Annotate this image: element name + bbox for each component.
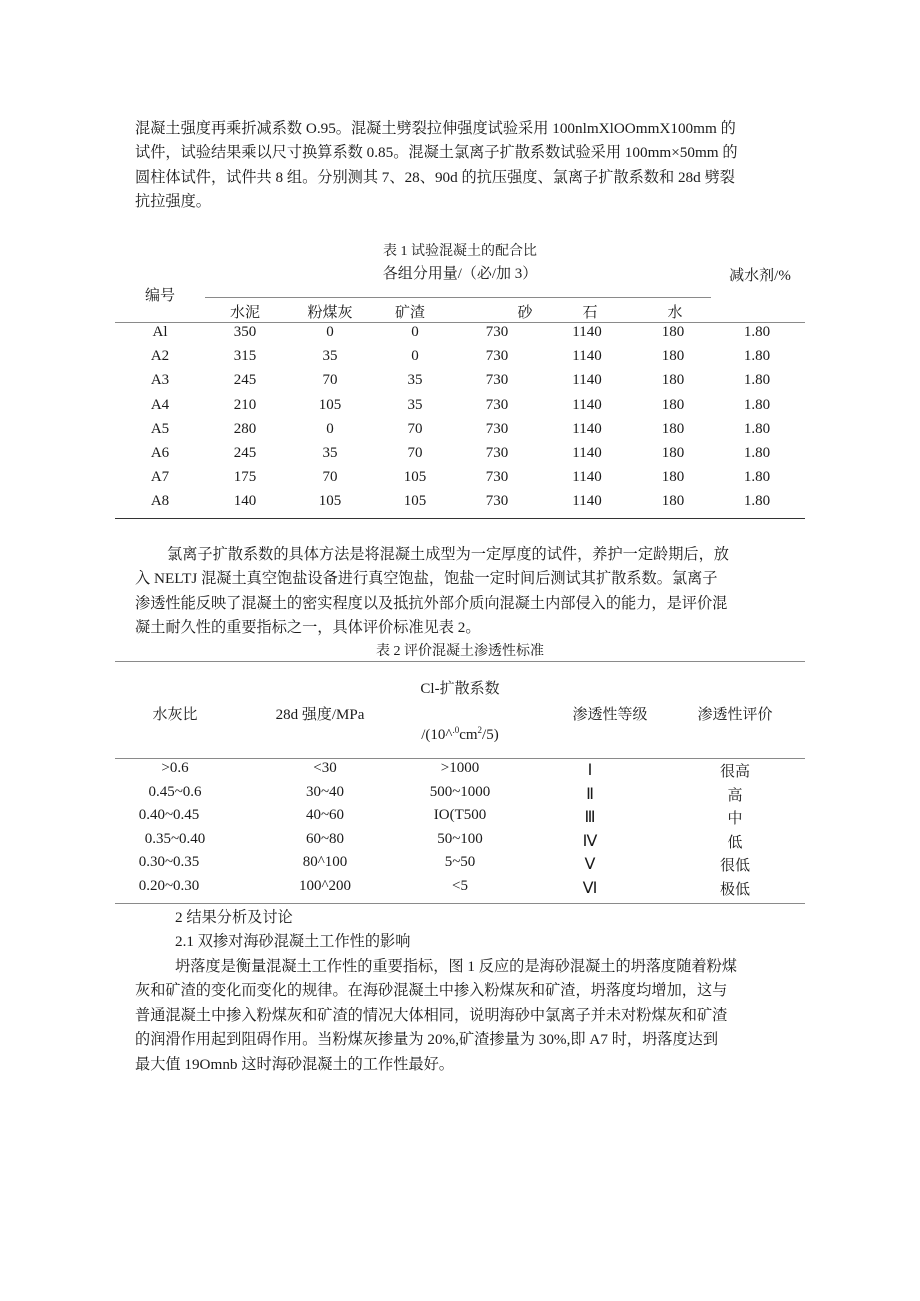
cell-value: 1140	[572, 445, 602, 461]
row-id: A5	[150, 420, 170, 437]
table-2-bottom-rule	[115, 903, 805, 904]
cell-admixture: 1.80	[743, 469, 771, 486]
cell-strength: 100^200	[298, 878, 352, 894]
text-line: 坍落度是衡量混凝土工作性的重要指标，图 1 反应的是海砂混凝土的坍落度随着粉煤	[175, 958, 737, 975]
table-2-top-rule	[115, 661, 805, 662]
section-paragraph	[135, 955, 807, 1077]
row-id: A8	[150, 493, 170, 510]
table-1-subheader-rule	[205, 297, 711, 298]
cell-wc: >0.6	[161, 760, 189, 776]
unit-text: cm	[459, 727, 478, 743]
cell-value: 175	[233, 469, 257, 486]
table-1-header-rule	[115, 322, 805, 323]
cell-value: 70	[407, 445, 423, 461]
cell-diffusion: 500~1000	[429, 783, 491, 800]
cell-value: 105	[318, 396, 342, 413]
section-heading: 2 结果分析及讨论	[175, 909, 293, 926]
text-line: 入 NELTJ 混凝土真空饱盐设备进行真空饱盐，饱盐一定时间后测试其扩散系数。氯离子	[135, 570, 718, 588]
cell-value: 280	[233, 420, 257, 437]
text-line: 氯离子扩散系数的具体方法是将混凝土成型为一定厚度的试件，养护一定龄期后，放	[167, 546, 729, 563]
cell-value: 245	[233, 372, 257, 389]
cell-diffusion: IO(T500	[433, 807, 487, 824]
cell-value: 70	[322, 469, 338, 486]
cell-grade: Ⅴ	[584, 854, 596, 874]
cell-value: 1140	[572, 469, 602, 486]
table-2-header-diffusion-unit	[395, 727, 525, 744]
cell-value: 1140	[572, 372, 602, 389]
cell-value: 180	[661, 396, 685, 413]
cell-admixture: 1.80	[743, 372, 771, 389]
cell-evaluation: 高	[727, 787, 743, 804]
cell-value: 730	[485, 493, 509, 510]
cell-wc: 0.45~0.6	[148, 783, 202, 800]
cell-evaluation: 低	[727, 834, 743, 851]
cell-value: 730	[485, 469, 509, 486]
cell-value: 180	[661, 445, 685, 461]
table-1-col-header: 石	[582, 305, 598, 321]
cell-value: 180	[661, 324, 685, 340]
table-1-col-header: 矿渣	[394, 305, 425, 321]
cell-value: 180	[661, 469, 685, 486]
cell-grade: Ⅲ	[584, 807, 596, 827]
cell-wc: 0.40~0.45	[138, 807, 200, 824]
table-1-bottom-rule	[115, 518, 805, 519]
table-1-col-header: 水	[667, 305, 683, 321]
cell-evaluation: 中	[727, 811, 743, 828]
cell-strength: 30~40	[305, 783, 345, 800]
cell-value: 35	[322, 348, 338, 365]
cell-value: 0	[326, 420, 334, 437]
cell-value: 180	[661, 420, 685, 437]
table-2-header-strength: 28d 强度/MPa	[275, 707, 365, 723]
cell-value: 210	[233, 396, 257, 413]
cell-value: 730	[485, 348, 509, 365]
cell-value: 1140	[572, 324, 602, 340]
table-2-header-rule	[115, 758, 805, 759]
cell-diffusion: <5	[452, 878, 468, 894]
text-line: 最大值 19Omnb 这时海砂混凝土的工作性最好。	[135, 1055, 454, 1073]
text-line: 圆柱体试件，试件共 8 组。分别测其 7、28、90d 的抗压强度、氯离子扩散系数和 28d 劈裂	[135, 168, 735, 186]
cell-value: 105	[318, 493, 342, 510]
row-id: A7	[150, 469, 170, 486]
table-2-header-grade: 渗透性等级	[572, 707, 648, 723]
cell-admixture: 1.80	[743, 493, 771, 510]
cell-value: 730	[485, 324, 509, 340]
cell-evaluation: 很低	[719, 858, 750, 875]
cell-admixture: 1.80	[743, 348, 771, 365]
cell-value: 35	[322, 445, 338, 461]
cell-value: 70	[322, 372, 338, 389]
text-line: 凝土耐久性的重要指标之一，具体评价标准见表 2。	[135, 619, 481, 637]
table-1-id-header: 编号	[144, 288, 175, 304]
cell-value: 105	[403, 493, 427, 510]
cell-admixture: 1.80	[743, 420, 771, 437]
table-2-header-diffusion: Cl-扩散系数	[420, 681, 500, 697]
row-id: A3	[150, 372, 170, 389]
cell-strength: 80^100	[302, 854, 348, 871]
cell-value: 1140	[572, 396, 602, 413]
cell-wc: 0.35~0.40	[144, 830, 206, 847]
text-line: 渗透性能反映了混凝土的密实程度以及抵抗外部介质向混凝土内部侵入的能力，是评价混	[135, 594, 728, 612]
unit-sup: .0	[452, 725, 460, 735]
cell-diffusion: >1000	[440, 760, 480, 776]
table-1-group-header: 各组分用量/（必/加 3）	[382, 266, 538, 282]
text-line: 灰和矿渣的变化而变化的规律。在海砂混凝土中掺入粉煤灰和矿渣，坍落度均增加，这与	[135, 982, 728, 1000]
cell-value: 140	[233, 493, 257, 510]
cell-value: 315	[233, 348, 257, 365]
text-line: 普通混凝土中掺入粉煤灰和矿渣的情况大体相同，说明海砂中氯离子并未对粉煤灰和矿渣	[135, 1006, 728, 1024]
table-1-admixture-header: 减水剂/%	[729, 268, 791, 284]
cell-wc: 0.30~0.35	[138, 854, 200, 871]
section-subheading: 2.1 双掺对海砂混凝土工作性的影响	[175, 933, 411, 950]
cell-admixture: 1.80	[743, 396, 771, 413]
text-line: 的润滑作用起到阻碍作用。当粉煤灰掺量为 20%,矿渣掺量为 30%,即 A7 时，坍落度达到	[135, 1031, 719, 1049]
table-1-col-header: 砂	[517, 305, 533, 321]
row-id: Al	[152, 324, 168, 340]
text-line: 试件，试验结果乘以尺寸换算系数 0.85。混凝土氯离子扩散系数试验采用 100mm×50mm 的	[135, 144, 738, 162]
row-id: A6	[150, 445, 170, 461]
cell-value: 1140	[572, 420, 602, 437]
cell-strength: <30	[313, 760, 337, 776]
cell-value: 35	[407, 372, 423, 389]
cell-value: 350	[233, 324, 257, 340]
cell-value: 730	[485, 396, 509, 413]
cell-evaluation: 极低	[719, 882, 750, 898]
cell-strength: 40~60	[305, 807, 345, 824]
intro-paragraph	[135, 117, 807, 215]
cell-value: 180	[661, 348, 685, 365]
text-line: 混凝土强度再乘折减系数 O.95。混凝土劈裂拉伸强度试验采用 100nlmXlOOmmX100mm 的	[135, 120, 736, 137]
table-2-header-wc: 水灰比	[152, 707, 198, 723]
cell-value: 0	[411, 348, 419, 365]
cell-value: 0	[411, 324, 419, 340]
cell-value: 730	[485, 372, 509, 389]
cell-value: 35	[407, 396, 423, 413]
cell-grade: Ⅳ	[582, 830, 598, 850]
cell-value: 1140	[572, 348, 602, 365]
cell-evaluation: 很高	[719, 764, 750, 780]
cell-wc: 0.20~0.30	[138, 878, 200, 894]
cell-value: 1140	[572, 493, 602, 510]
unit-sup: 2	[477, 725, 483, 735]
table-2-header-evaluation: 渗透性评价	[697, 707, 773, 723]
row-id: A2	[150, 348, 170, 365]
row-id: A4	[150, 396, 170, 413]
cell-value: 105	[403, 469, 427, 486]
cell-value: 0	[326, 324, 334, 340]
table-2-caption: 表 2 评价混凝土渗透性标准	[376, 644, 544, 659]
cell-value: 730	[485, 420, 509, 437]
cell-value: 70	[407, 420, 423, 437]
table-1-caption: 表 1 试验混凝土的配合比	[383, 244, 537, 259]
cell-value: 180	[661, 493, 685, 510]
table-1-col-header: 粉煤灰	[307, 305, 353, 321]
unit-text: /(10^	[421, 727, 453, 743]
cell-admixture: 1.80	[743, 445, 771, 461]
cell-grade: Ⅵ	[582, 878, 598, 897]
cell-admixture: 1.80	[743, 324, 771, 340]
cell-diffusion: 5~50	[444, 854, 476, 871]
cell-strength: 60~80	[305, 830, 345, 847]
unit-text: /5)	[482, 727, 499, 743]
cell-value: 245	[233, 445, 257, 461]
middle-paragraph	[135, 543, 807, 641]
table-1-col-header: 水泥	[229, 305, 260, 321]
cell-value: 180	[661, 372, 685, 389]
cell-value: 730	[485, 445, 509, 461]
cell-grade: Ⅱ	[586, 783, 594, 803]
cell-grade: Ⅰ	[587, 760, 593, 779]
cell-diffusion: 50~100	[437, 830, 483, 847]
text-line: 抗拉强度。	[135, 193, 211, 211]
